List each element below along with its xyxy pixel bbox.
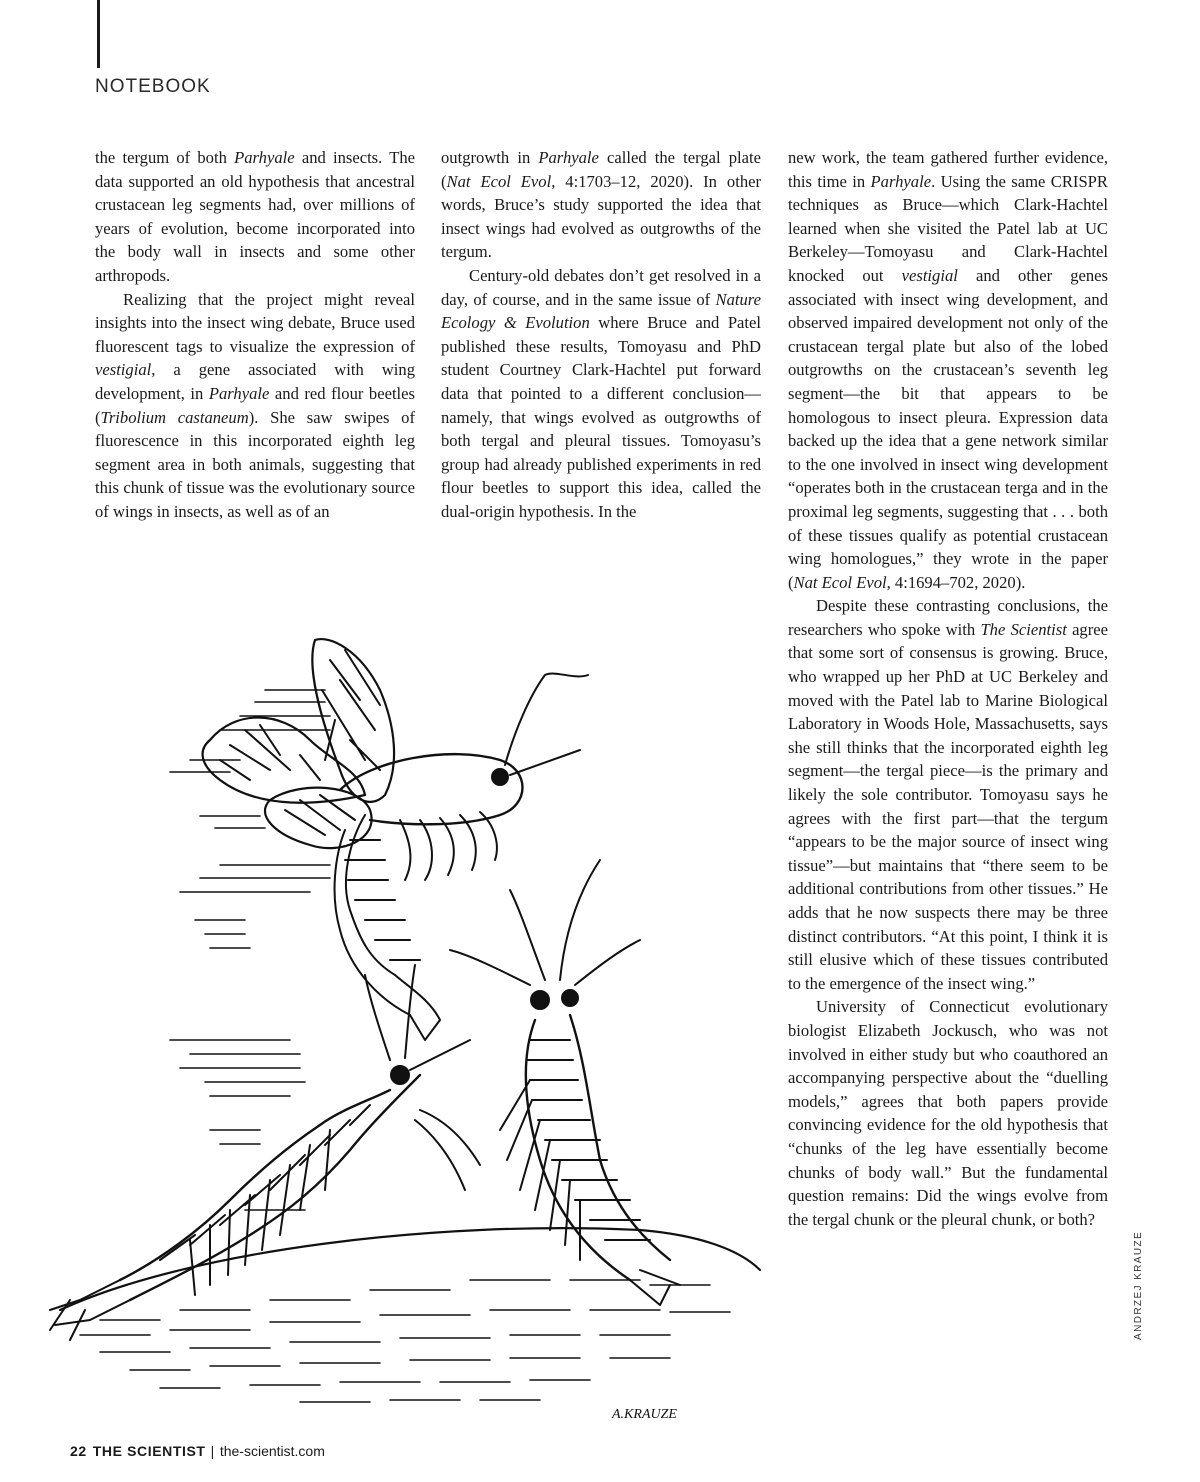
italic-text: Nat Ecol Evol xyxy=(446,171,552,191)
paragraph: Despite these contrasting conclusions, the researchers who spoke with The Scientist agree that some sort of consensus is growing. Bruce, who wrapped up her PhD at UC Berkeley and moved with the Patel lab to Marine Biological Laboratory in Woods Hole, Massachusetts, says she still thinks that the incorporated eighth leg segment—the tergal piece—is the primary and likely the sole contributor. Tomoyasu says he agrees with the first part—that the tergum “appears to be the major source of insect wing tissue”—but maintains that “there seem to be additional contributions from other tissues.” He adds that he now suspects there may be three distinct contributors. “At this point, I think it is still elusive which of these tissues contributed to the emergence of the insect wing.” xyxy=(788,596,1108,993)
website-url: the-scientist.com xyxy=(219,1443,325,1459)
paragraph: new work, the team gathered further evidence, this time in Parhyale. Using the same CRISPR techniques as Bruce—which Clark-Hachtel learned when she visited the Patel lab at UC Berkeley—Tomoyasu and Clark-Hachtel knocked out vestigial and other genes associated with insect wing development, and observed impaired development not only of the crustacean tergal plate but also of the lobed outgrowths on the crustacean’s seventh leg segment—the bit that appears to be homologous to insect pleura. Expression data backed up the idea that a gene network similar to the one involved in insect wing development “operates both in the crustacean terga and in the proximal leg segments, suggesting that . . . both of these tissues qualify as potential crustacean wing homologues,” they wrote in the paper (Nat Ecol Evol, 4:1694–702, 2020). xyxy=(788,148,1108,592)
motion-lines xyxy=(170,690,330,1210)
footer-separator: | xyxy=(210,1443,215,1459)
paragraph: University of Connecticut evolutionary biologist Elizabeth Jockusch, who was not involved in either study but who coauthored an accompanying perspective about the “duelling models,” agrees that both papers provide convincing evidence for the old hypothesis that “chunks of the leg have essentially become chunks of body wall.” But the fundamental question remains: Did the wings evolve from the tergal chunk or the pleural chunk, or both? xyxy=(788,997,1108,1229)
paragraph: Century-old debates don’t get resolved in a day, of course, and in the same issue of Nature Ecology & Evolution where Bruce and Patel published these results, Tomoyasu and PhD student Courtney Clark-Hachtel put forward data that pointed to a different conclusion—namely, that wings evolved as outgrowths of both tergal and pleural tissues. Tomoyasu’s group had already published experiments in red flour beetles to support this idea, called the dual-origin hypothesis. In the xyxy=(441,265,761,521)
italic-text: Parhyale xyxy=(234,148,295,167)
artist-signature: A.KRAUZE xyxy=(612,1407,677,1422)
magazine-name: THE SCIENTIST xyxy=(92,1443,206,1459)
paragraph: outgrowth in Parhyale called the tergal plate (Nat Ecol Evol, 4:1703–12, 2020). In other words, Bruce’s study supported the idea that insect wings had evolved as outgrowths of the tergum. xyxy=(441,148,762,262)
winged-shrimp xyxy=(203,639,588,1040)
italic-text: Nature Ecology & Evolution xyxy=(441,289,761,333)
text-column-1 xyxy=(95,146,415,524)
italic-text: Tribolium castaneum xyxy=(100,407,249,427)
italic-text: Parhyale xyxy=(538,148,599,167)
italic-text: Parhyale xyxy=(870,171,932,191)
page-number: 22 xyxy=(70,1443,87,1459)
italic-text: Parhyale xyxy=(208,383,270,403)
section-label: NOTEBOOK xyxy=(95,76,211,97)
shrimp-wing-illustration xyxy=(40,630,780,1430)
italic-text: vestigial xyxy=(95,360,152,380)
italic-text: The Scientist xyxy=(980,619,1067,639)
left-shrimp xyxy=(50,965,480,1340)
text-column-2 xyxy=(441,146,761,524)
text-column-3 xyxy=(788,146,1108,1231)
italic-text: Nat Ecol Evol xyxy=(793,572,887,592)
illustration-credit: ANDRZEJ KRAUZE xyxy=(1133,1230,1144,1340)
italic-text: vestigial xyxy=(901,265,958,285)
paragraph: Realizing that the project might reveal insights into the insect wing debate, Bruce used fluorescent tags to visualize the expression of vestigial, a gene associated with wing development, in Parhyale and red flour beetles (Tribolium castaneum). She saw swipes of fluorescence in this incorporated eighth leg segment area in both animals, suggesting that this chunk of tissue was the evolutionary source of wings in insects, as well as of an xyxy=(95,289,416,521)
right-shrimp xyxy=(450,860,680,1305)
page-footer xyxy=(70,1443,325,1459)
top-rule xyxy=(97,0,100,68)
paragraph: the tergum of both Parhyale and insects. The data supported an old hypothesis that ancestral crustacean leg segments had, over millions of years of evolution, become incorporated into the body wall in insects and some other arthropods. xyxy=(95,148,415,285)
